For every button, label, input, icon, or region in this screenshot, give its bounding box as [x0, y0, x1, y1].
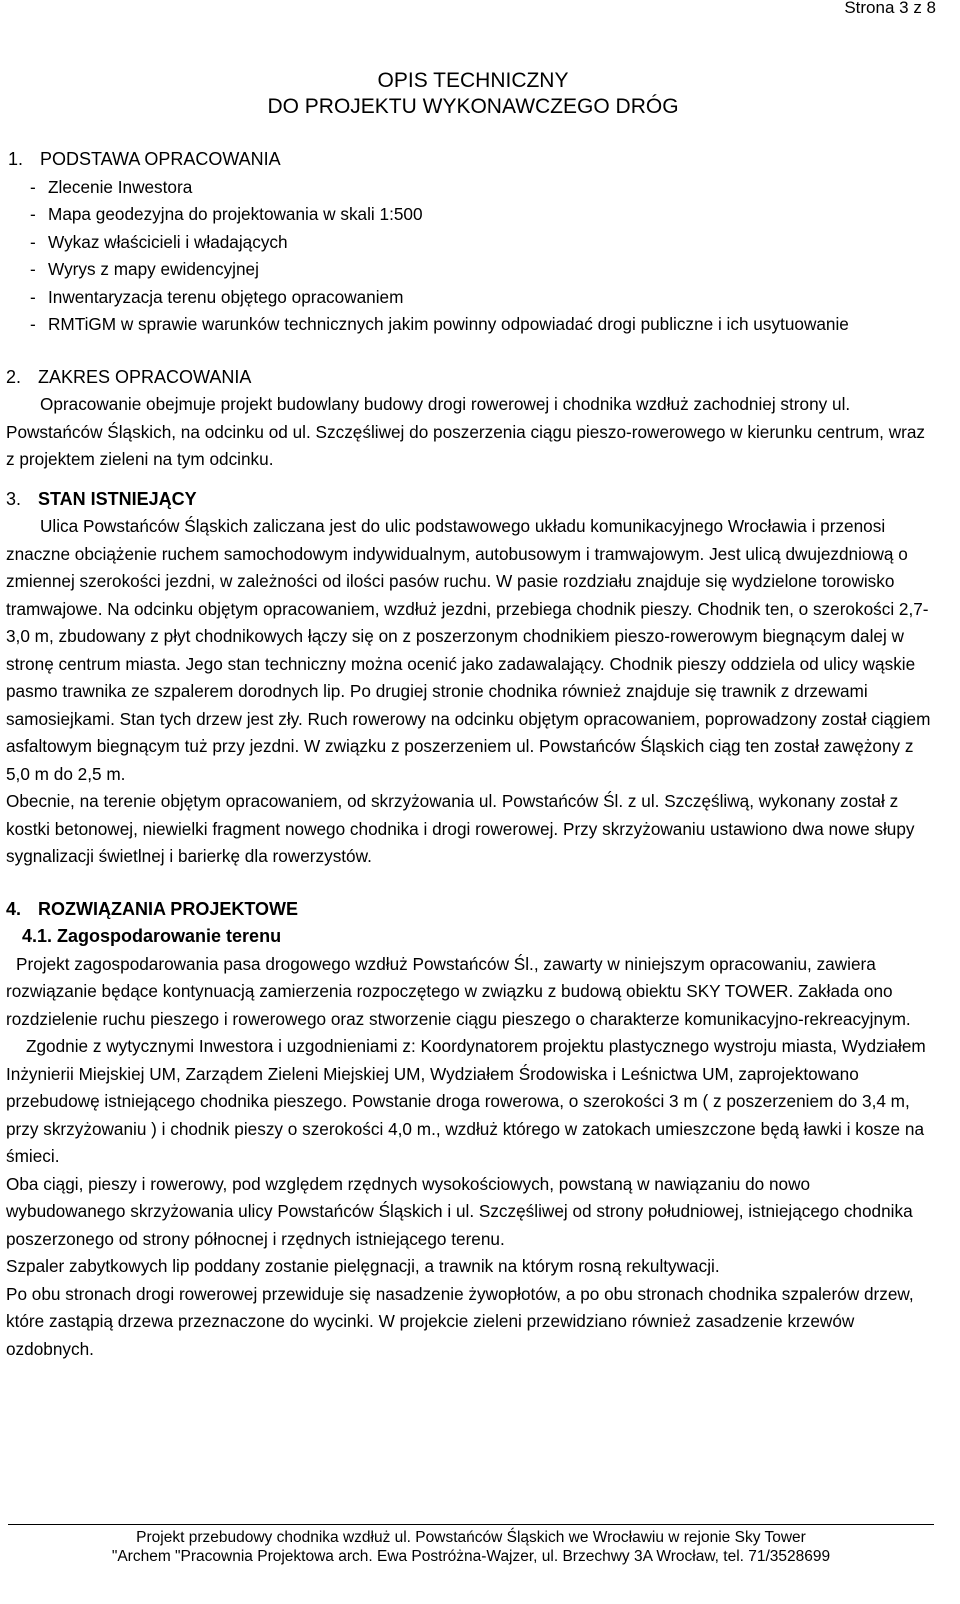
- section-4-heading: 4. ROZWIĄZANIA PROJEKTOWE: [6, 898, 298, 919]
- section-3-heading: 3. STAN ISTNIEJĄCY: [6, 488, 197, 509]
- footer-divider: [8, 1524, 934, 1525]
- section-4-paragraph-2: Zgodnie z wytycznymi Inwestora i uzgodnieniami z: Koordynatorem projektu plastycznego wystroju miasta, Wydziałem Inżynierii Miejskiej UM, Zarządem Zieleni Miejskiej UM, Wydziałem Środowiska i Leśnictwa UM, zaprojektowano przebudowę istniejącego chodnika pieszego. Powstanie droga rowerowa, o szerokości 3 m ( z poszerzeniem do 3,4 m, przy skrzyżowaniu ) i chodnik pieszy o szerokości 4,0 m., wzdłuż którego w zatokach umieszczone będą ławki i kosze na śmieci.: [6, 1036, 926, 1166]
- section-2-heading: 2. ZAKRES OPRACOWANIA: [6, 366, 252, 387]
- page-footer: [8, 1528, 934, 1566]
- section-4-paragraph-4: Szpaler zabytkowych lip poddany zostanie pielęgnacji, a trawnik na którym rosną rekultywacji.: [6, 1256, 720, 1276]
- section-4-paragraph-1: Projekt zagospodarowania pasa drogowego wzdłuż Powstańców Śl., zawarty w niniejszym opracowaniu, zawiera rozwiązanie będące kontynuacją zamierzenia rozpoczętego w związku z budową obiektu SKY TOWER. Zakłada ono rozdzielenie ruchu pieszego i rowerowego oraz stworzenie ciągu pieszego o charakterze komunikacyjno-rekreacyjnym.: [6, 953, 911, 1029]
- section-1-list: [6, 174, 934, 339]
- list-item: - RMTiGM w sprawie warunków technicznych jakim powinny odpowiadać drogi publiczne i ich usytuowanie: [30, 314, 849, 334]
- list-item: - Inwentaryzacja terenu objętego opracowaniem: [30, 286, 404, 307]
- section-3-paragraph-1: Ulica Powstańców Śląskich zaliczana jest do ulic podstawowego układu komunikacyjnego Wrocławia i przenosi znaczne obciążenie ruchem samochodowym indywidualnym, autobusowym i tramwajowym. Jest ulicą dwujezdniową o zmiennej szerokości jezdni, w zależności od ilości pasów ruchu. W pasie rozdziału znajduje się wydzielone torowisko tramwajowe. Na odcinku objętym opracowaniem, wzdłuż jezdni, przebiega chodnik pieszy. Chodnik ten, o szerokości 2,7- 3,0 m, zbudowany z płyt chodnikowych łączy się on z poszerzonym chodnikiem pieszo-rowerowym biegnącym dalej w stronę centrum miasta. Jego stan techniczny można ocenić jako zadawalający. Chodnik pieszy oddziela od ulicy wąskie pasmo trawnika ze szpalerem dorodnych lip. Po drugiej stronie chodnika również znajduje się trawnik z drzewami samosiejkami. Stan tych drzew jest zły. Ruch rowerowy na odcinku objętym opracowaniem, poprowadzony został ciągiem asfaltowym biegnącym tuż przy jezdni. W związku z poszerzeniem ul. Powstańców Śląskich ciąg ten został zawężony z 5,0 m do 2,5 m.: [6, 516, 931, 784]
- list-item: - Wyrys z mapy ewidencyjnej: [30, 259, 259, 279]
- list-item: - Zlecenie Inwestora: [30, 176, 193, 197]
- title-line-2: DO PROJEKTU WYKONAWCZEGO DRÓG: [267, 95, 679, 118]
- footer-line-2: "Archem "Pracownia Projektowa arch. Ewa Postróżna-Wajzer, ul. Brzechwy 3A Wrocław, tel. 71/3528699: [111, 1548, 831, 1565]
- section-3-paragraph-2: Obecnie, na terenie objętym opracowaniem, od skrzyżowania ul. Powstańców Śl. z ul. Szczęśliwą, wykonany został z kostki betonowej, niewielki fragment nowego chodnika i drogi rowerowej. Przy skrzyżowaniu ustawiono dwa nowe słupy sygnalizacji świetlnej i barierkę dla rowerzystów.: [6, 791, 915, 866]
- footer-line-1: Projekt przebudowy chodnika wzdłuż ul. Powstańców Śląskich we Wrocławiu w rejonie Sky Tower: [136, 1529, 806, 1546]
- section-2-text: Opracowanie obejmuje projekt budowlany budowy drogi rowerowej i chodnika wzdłuż zachodniej strony ul. Powstańców Śląskich, na odcinku od ul. Szczęśliwej do poszerzenia ciągu pieszo-rowerowego w kierunku centrum, wraz z projektem zieleni na tym odcinku.: [6, 394, 926, 469]
- page-number: Strona 3 z 8: [844, 0, 936, 17]
- section-4-paragraph-5: Po obu stronach drogi rowerowej przewiduje się nasadzenie żywopłotów, a po obu stronach chodnika szpalerów drzew, które zastąpią drzewa przeznaczone do wycinki. W projekcie zieleni przewidziano również zasadzenie krzewów ozdobnych.: [6, 1283, 914, 1359]
- section-1-title: PODSTAWA OPRACOWANIA: [40, 149, 281, 169]
- section-4-paragraph-3: Oba ciągi, pieszy i rowerowy, pod względem rzędnych wysokościowych, powstaną w nawiązaniu do nowo wybudowanego skrzyżowania ulicy Powstańców Śląskich i ul. Szczęśliwej od strony południowej, istniejącego chodnika poszerzonego od strony północnej i rzędnych istniejącego terenu.: [6, 1173, 913, 1249]
- section-1-heading: [6, 146, 934, 174]
- document-body: [6, 146, 934, 1363]
- section-1-number: 1.: [8, 149, 24, 169]
- list-item: - Wykaz właścicieli i władających: [30, 231, 288, 252]
- section-4-1-heading: 4.1. Zagospodarowanie terenu: [22, 926, 282, 946]
- document-title: [238, 68, 708, 120]
- title-line-1: OPIS TECHNICZNY: [377, 69, 569, 92]
- list-item: - Mapa geodezyjna do projektowania w skali 1:500: [30, 204, 423, 224]
